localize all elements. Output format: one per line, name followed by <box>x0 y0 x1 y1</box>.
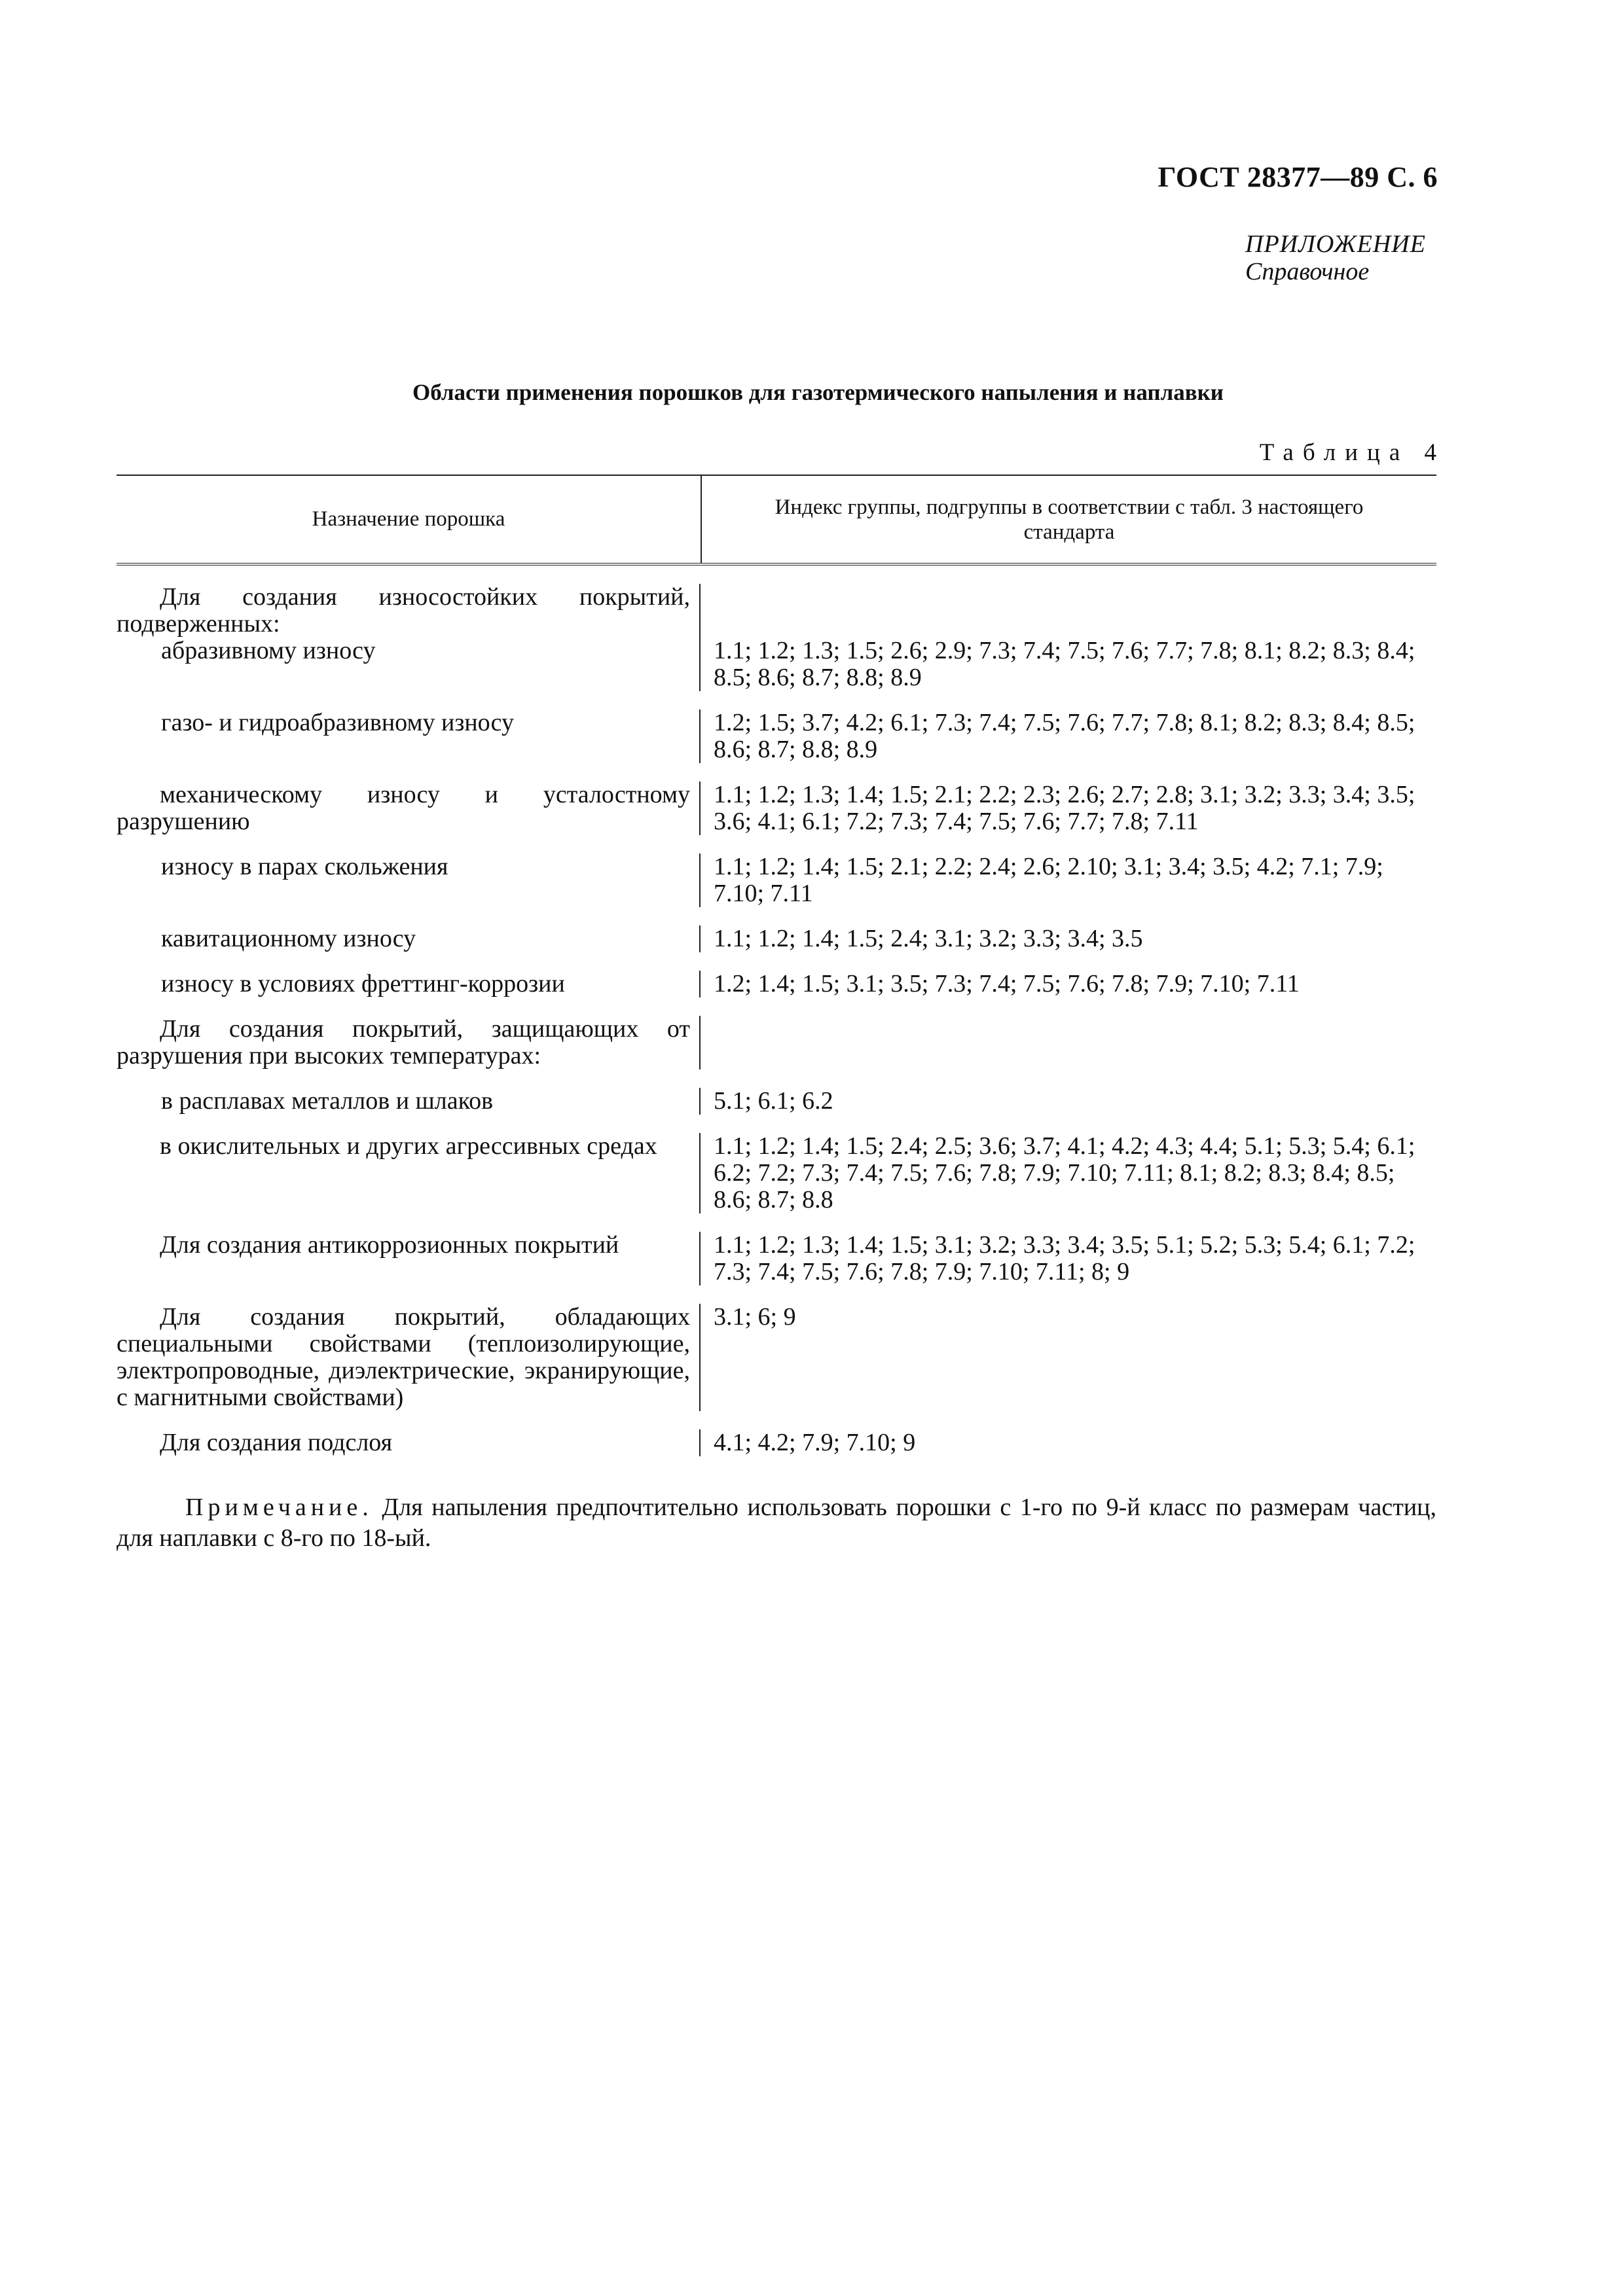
table-row <box>117 1069 1436 1115</box>
table-header-row <box>117 476 1436 563</box>
table-row <box>117 637 1436 691</box>
purpose-cell: износу в парах скольжения <box>117 853 701 907</box>
purpose-cell: в расплавах металлов и шлаков <box>117 1088 701 1115</box>
purpose-cell: Для создания подслоя <box>117 1429 701 1456</box>
purpose-cell: износу в условиях фреттинг-коррозии <box>117 971 701 997</box>
applications-table <box>117 475 1436 1464</box>
purpose-cell: Для создания покрытий, защищающих от разрушения при высоких температурах: <box>117 1016 701 1069</box>
table-row <box>117 1115 1436 1213</box>
gost-page-header: ГОСТ 28377—89 С. 6 <box>1158 161 1438 193</box>
indices-cell: 3.1; 6; 9 <box>714 1303 796 1331</box>
indices-cell: 1.1; 1.2; 1.4; 1.5; 2.4; 2.5; 3.6; 3.7; 4.1; 4.2; 4.3; 4.4; 5.1; 5.3; 5.4; 6.1; 6.2; 7.2; 7.3; 7.4; 7.5; 7.6; 7.8; 7.9; 7.10; 7.11; 8.1; 8.2; 8.3; 8.4; 8.5; 8.6; 8.7; 8.8 <box>714 1132 1415 1213</box>
purpose-cell: в окислительных и других агрессивных средах <box>117 1133 701 1213</box>
indices-cell: 1.1; 1.2; 1.4; 1.5; 2.1; 2.2; 2.4; 2.6; 2.10; 3.1; 3.4; 3.5; 4.2; 7.1; 7.9; 7.10; 7.11 <box>714 853 1383 907</box>
table-number: 4 <box>1424 439 1436 466</box>
document-title: Области применения порошков для газотермического напыления и наплавки <box>412 380 1224 405</box>
indices-cell: 1.2; 1.4; 1.5; 3.1; 3.5; 7.3; 7.4; 7.5; 7.6; 7.8; 7.9; 7.10; 7.11 <box>714 970 1300 997</box>
table-row <box>117 565 1436 637</box>
indices-cell <box>701 584 1436 637</box>
table-row <box>117 997 1436 1069</box>
appendix-block <box>1245 230 1426 285</box>
note-label: Примечание. <box>185 1494 373 1521</box>
indices-cell <box>701 1016 1436 1069</box>
purpose-cell: механическому износу и усталостному разрушению <box>117 781 701 835</box>
note-text: Для напыления предпочтительно использовать порошки с 1-го по 9-й класс по размерам частиц, для наплавки с 8-го по 18-ый. <box>117 1494 1437 1552</box>
purpose-cell: кавитационному износу <box>117 925 701 952</box>
indices-cell: 1.1; 1.2; 1.4; 1.5; 2.4; 3.1; 3.2; 3.3; 3.4; 3.5 <box>714 925 1143 952</box>
purpose-cell: газо- и гидроабразивному износу <box>117 709 701 763</box>
appendix-subtitle: Справочное <box>1245 258 1370 285</box>
table-row <box>117 952 1436 997</box>
table-row <box>117 835 1436 907</box>
purpose-cell: Для создания износостойких покрытий, подверженных: <box>117 584 701 637</box>
table-body <box>117 565 1436 1464</box>
table-row <box>117 907 1436 952</box>
table-row <box>117 763 1436 835</box>
table-row <box>117 1411 1436 1464</box>
indices-cell: 1.1; 1.2; 1.3; 1.5; 2.6; 2.9; 7.3; 7.4; 7.5; 7.6; 7.7; 7.8; 8.1; 8.2; 8.3; 8.4; 8.5; 8.6; 8.7; 8.8; 8.9 <box>714 637 1415 691</box>
column-header-purpose: Назначение порошка <box>117 476 702 563</box>
table-label-word: Таблица <box>1259 439 1410 466</box>
indices-cell: 1.1; 1.2; 1.3; 1.4; 1.5; 2.1; 2.2; 2.3; 2.6; 2.7; 2.8; 3.1; 3.2; 3.3; 3.4; 3.5; 3.6; 4.1; 6.1; 7.2; 7.3; 7.4; 7.5; 7.6; 7.7; 7.8; 7.11 <box>714 781 1415 835</box>
indices-cell: 5.1; 6.1; 6.2 <box>714 1087 833 1115</box>
column-header-indices: Индекс группы, подгруппы в соответствии с табл. 3 настоящего стандарта <box>775 495 1364 544</box>
purpose-cell: абразивному износу <box>117 637 701 691</box>
indices-cell: 1.1; 1.2; 1.3; 1.4; 1.5; 3.1; 3.2; 3.3; 3.4; 3.5; 5.1; 5.2; 5.3; 5.4; 6.1; 7.2; 7.3; 7.4; 7.5; 7.6; 7.8; 7.9; 7.10; 7.11; 8; 9 <box>714 1231 1415 1285</box>
table-label <box>1260 439 1436 467</box>
indices-cell: 1.2; 1.5; 3.7; 4.2; 6.1; 7.3; 7.4; 7.5; 7.6; 7.7; 7.8; 8.1; 8.2; 8.3; 8.4; 8.5; 8.6; 8.7; 8.8; 8.9 <box>714 709 1415 763</box>
table-row <box>117 1285 1436 1411</box>
table-note <box>117 1492 1436 1554</box>
table-row <box>117 1213 1436 1285</box>
appendix-title: ПРИЛОЖЕНИЕ <box>1245 230 1426 258</box>
indices-cell: 4.1; 4.2; 7.9; 7.10; 9 <box>714 1429 916 1456</box>
table-row <box>117 691 1436 763</box>
purpose-cell: Для создания антикоррозионных покрытий <box>117 1232 701 1285</box>
purpose-cell: Для создания покрытий, обладающих специальными свойствами (теплоизолирующие, электропроводные, диэлектрические, экранирующие, с магнитными свойствами) <box>117 1304 701 1411</box>
